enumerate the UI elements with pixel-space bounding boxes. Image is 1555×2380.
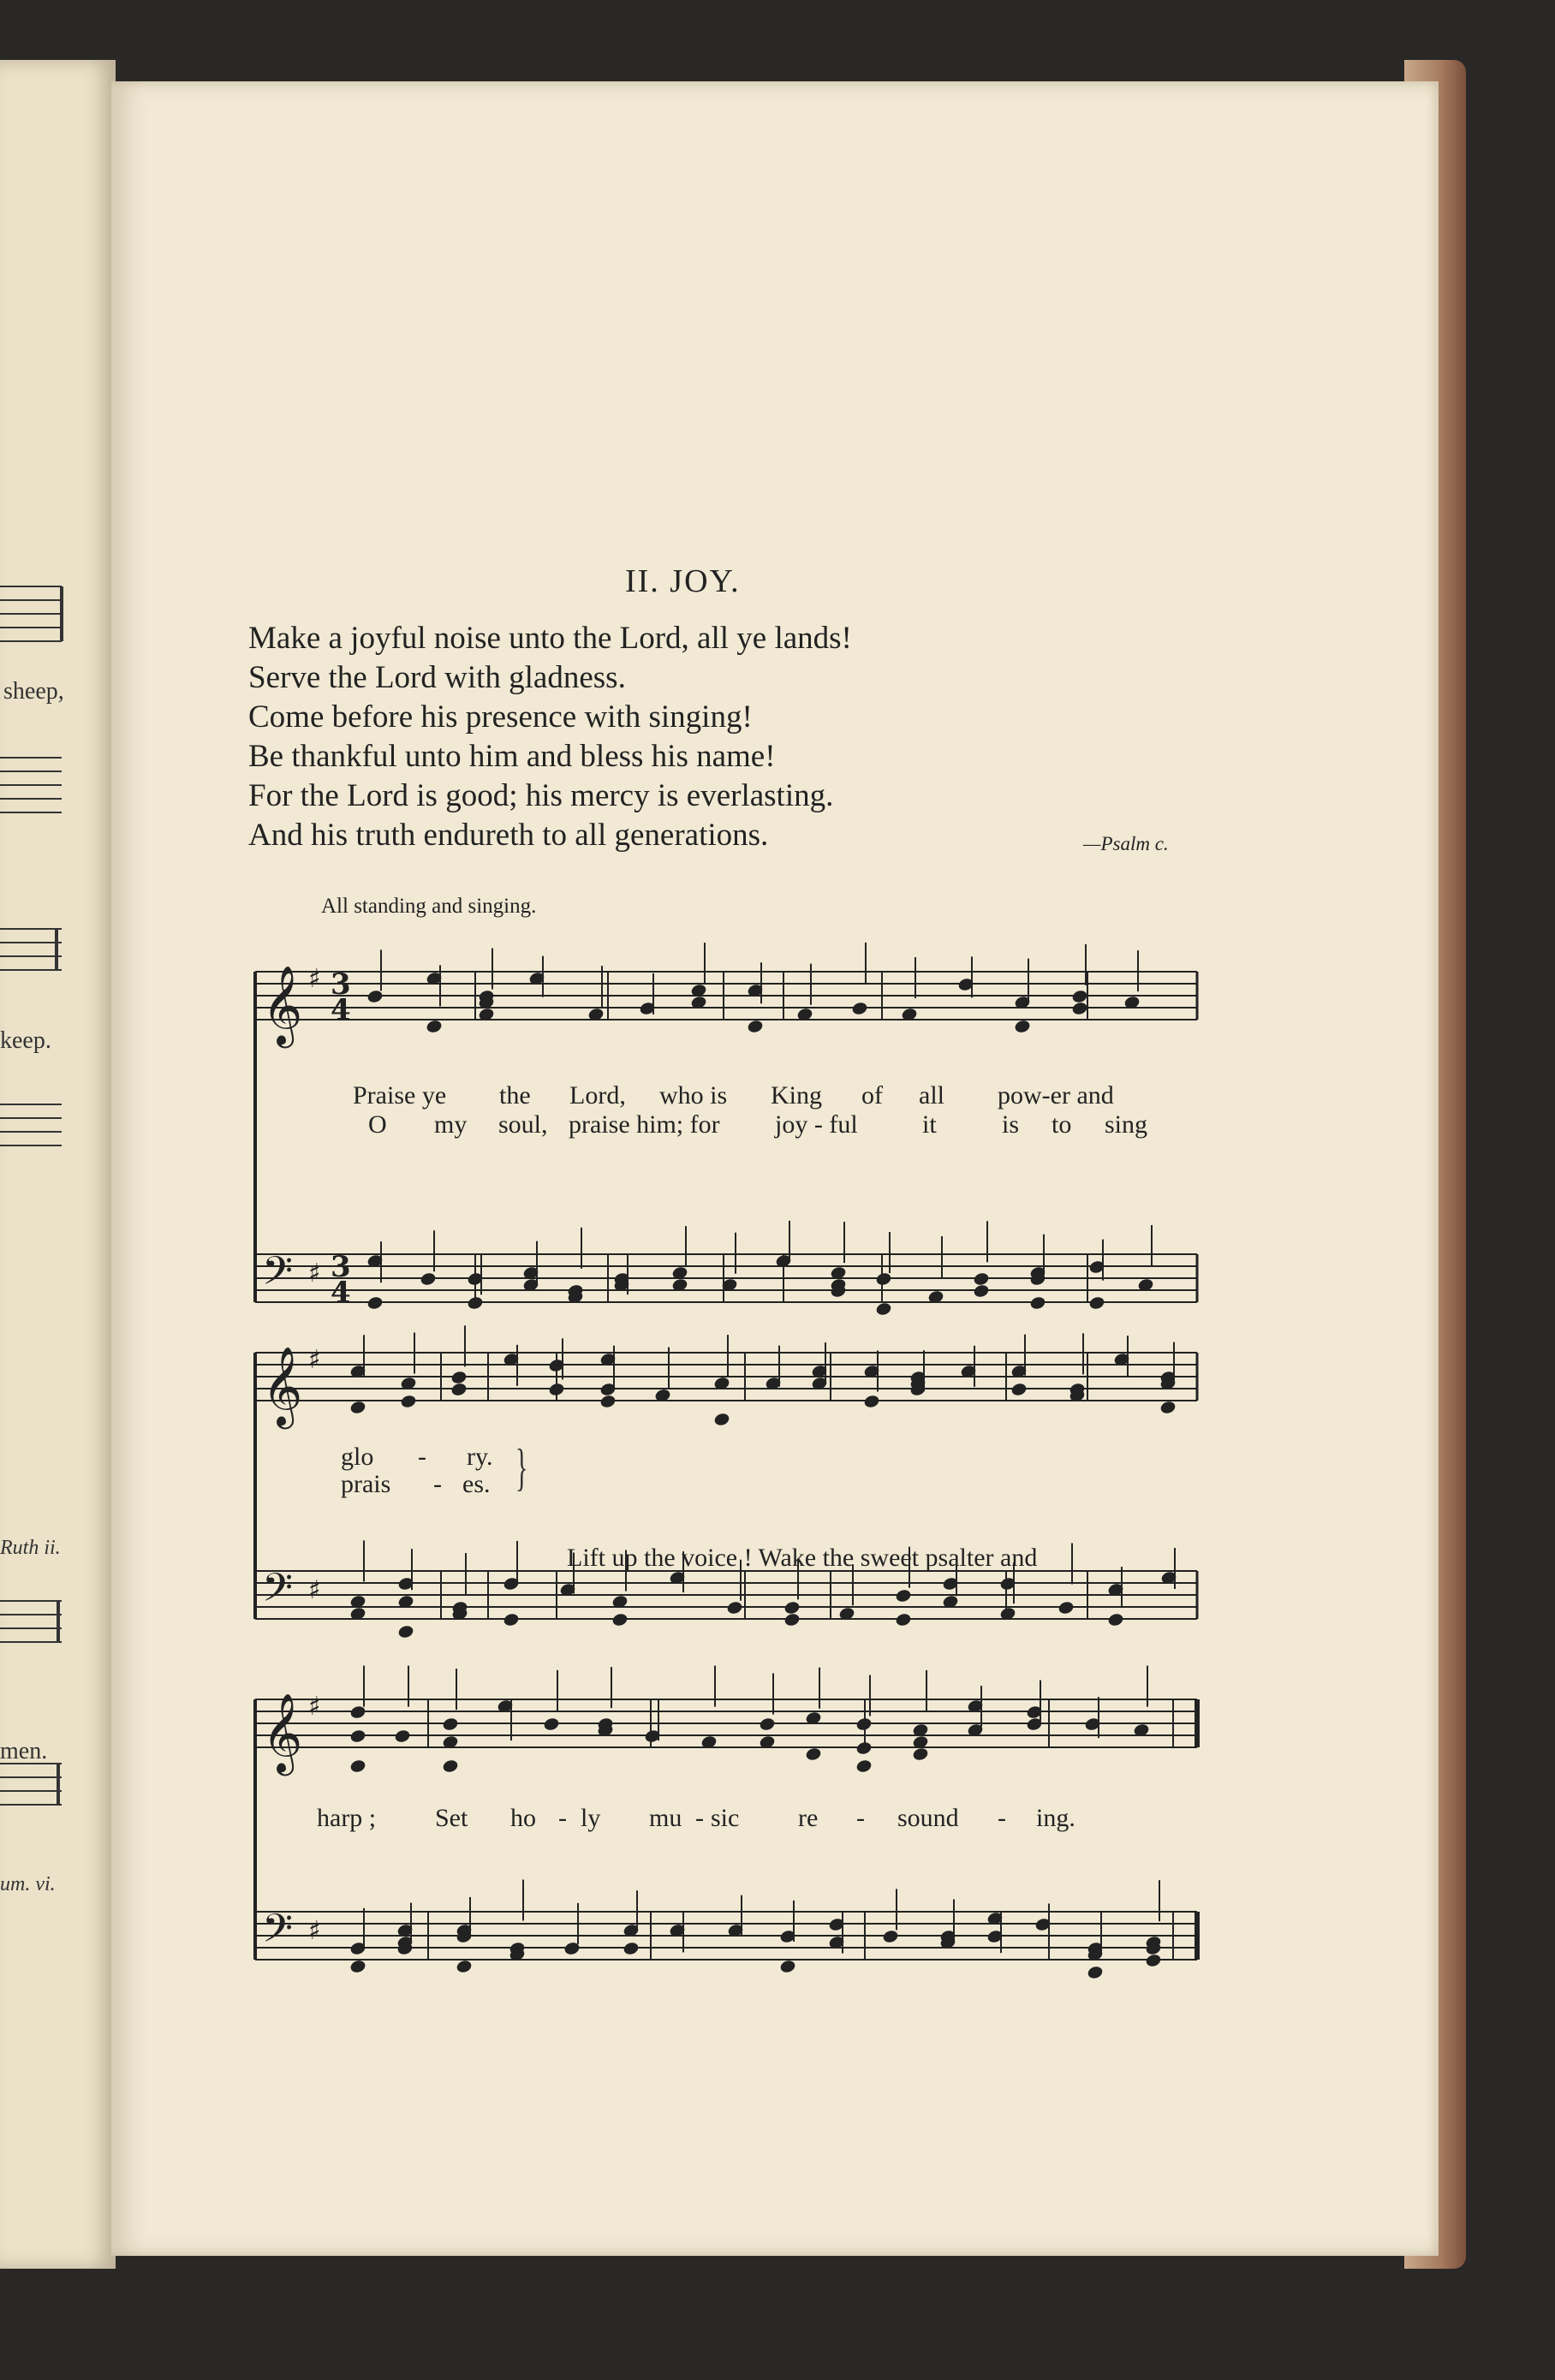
lyric: of bbox=[861, 1081, 883, 1110]
lyric: ing. bbox=[1036, 1804, 1075, 1832]
lyric: to bbox=[1052, 1110, 1072, 1139]
notehead bbox=[875, 1272, 891, 1287]
lyric: es. bbox=[462, 1470, 491, 1498]
lyric: all bbox=[919, 1081, 944, 1110]
notehead bbox=[623, 1942, 639, 1956]
left-page-edge bbox=[0, 60, 116, 2269]
notehead bbox=[442, 1759, 458, 1774]
notehead bbox=[543, 1717, 559, 1732]
notehead bbox=[855, 1741, 872, 1756]
notehead bbox=[426, 1020, 442, 1034]
lyric: mu bbox=[649, 1804, 682, 1832]
lyric: - bbox=[856, 1804, 865, 1832]
notehead bbox=[1087, 1966, 1103, 1980]
lyric: who is bbox=[659, 1081, 728, 1110]
notehead bbox=[420, 1272, 436, 1287]
notehead bbox=[467, 1296, 483, 1311]
bass-clef-icon: 𝄢 bbox=[262, 1565, 294, 1621]
notehead bbox=[442, 1717, 458, 1732]
notehead bbox=[1107, 1613, 1123, 1627]
notehead bbox=[855, 1759, 872, 1774]
refrain-lyric: Lift up the voice ! Wake the sweet psalter and bbox=[567, 1544, 1038, 1572]
treble-clef-icon: 𝄞 bbox=[262, 1693, 303, 1772]
lyric: it bbox=[922, 1110, 937, 1139]
treble-clef-icon: 𝄞 bbox=[262, 1346, 303, 1425]
notehead bbox=[349, 1729, 366, 1744]
hymnal-page bbox=[111, 81, 1439, 2256]
verse-line: And his truth endureth to all generations. bbox=[248, 818, 769, 853]
notehead bbox=[456, 1960, 472, 1974]
notehead bbox=[805, 1747, 821, 1762]
verse-line: Come before his presence with singing! bbox=[248, 699, 753, 735]
lyric: pow-er and bbox=[998, 1081, 1114, 1110]
page-title: II. JOY. bbox=[625, 563, 741, 599]
lyric: harp ; bbox=[317, 1804, 377, 1832]
verse-line: Be thankful unto him and bless his name! bbox=[248, 739, 776, 774]
notehead bbox=[912, 1747, 928, 1762]
lyric: - bbox=[418, 1443, 426, 1471]
sharp-icon: ♯ bbox=[308, 1258, 321, 1288]
lyric: is bbox=[1002, 1110, 1020, 1139]
notehead bbox=[400, 1395, 416, 1409]
notehead bbox=[450, 1371, 467, 1385]
notehead bbox=[349, 1705, 366, 1720]
notehead bbox=[397, 1625, 414, 1639]
left-fragment-text: um. vi. bbox=[0, 1873, 56, 1895]
notehead bbox=[349, 1401, 366, 1415]
lyric: sic bbox=[711, 1804, 740, 1832]
notehead bbox=[1014, 1020, 1030, 1034]
time-signature-bottom: 4 bbox=[331, 993, 351, 1027]
sharp-icon: ♯ bbox=[308, 1575, 321, 1605]
lyric: the bbox=[499, 1081, 531, 1110]
music-score bbox=[111, 81, 1439, 2256]
notehead bbox=[394, 1729, 410, 1744]
sharp-icon: ♯ bbox=[308, 964, 321, 994]
lyric: - bbox=[998, 1804, 1006, 1832]
notehead bbox=[599, 1395, 616, 1409]
notehead bbox=[855, 1717, 872, 1732]
notehead bbox=[611, 1613, 628, 1627]
notehead bbox=[1145, 1954, 1161, 1968]
notehead bbox=[779, 1960, 795, 1974]
lyric: King bbox=[771, 1081, 822, 1110]
verse-line: Make a joyful noise unto the Lord, all ye lands! bbox=[248, 621, 852, 656]
lyric: soul, bbox=[498, 1110, 548, 1139]
notehead bbox=[759, 1717, 775, 1732]
notehead bbox=[1058, 1601, 1074, 1615]
lyric: glo bbox=[341, 1443, 374, 1471]
notehead bbox=[1159, 1401, 1176, 1415]
treble-clef-icon: 𝄞 bbox=[262, 965, 303, 1044]
notehead bbox=[783, 1601, 800, 1615]
notehead bbox=[726, 1601, 742, 1615]
lyric: O bbox=[368, 1110, 387, 1139]
left-fragment-text: sheep, bbox=[3, 678, 64, 705]
left-fragment-text: Ruth ii. bbox=[0, 1537, 61, 1559]
bass-clef-icon: 𝄢 bbox=[262, 1248, 294, 1304]
notehead bbox=[349, 1759, 366, 1774]
left-fragment-text: keep. bbox=[0, 1027, 51, 1054]
left-page-staff-fragments bbox=[0, 60, 116, 2269]
lyric: prais bbox=[341, 1470, 391, 1498]
notehead bbox=[863, 1395, 879, 1409]
notehead bbox=[747, 1020, 763, 1034]
sharp-icon: ♯ bbox=[308, 1345, 321, 1375]
notehead bbox=[1029, 1296, 1046, 1311]
bass-clef-icon: 𝄢 bbox=[262, 1906, 294, 1961]
time-signature-bottom: 4 bbox=[331, 1276, 351, 1310]
notehead bbox=[1010, 1383, 1027, 1397]
lyric: joy - ful bbox=[775, 1110, 858, 1139]
lyric: sound bbox=[897, 1804, 959, 1832]
lyric-brace: } bbox=[515, 1439, 528, 1496]
notehead bbox=[895, 1613, 911, 1627]
lyric: Lord, bbox=[569, 1081, 626, 1110]
lyric: Praise ye bbox=[353, 1081, 447, 1110]
notehead bbox=[503, 1613, 519, 1627]
lyric: ry. bbox=[467, 1443, 493, 1471]
lyric: ho bbox=[510, 1804, 536, 1832]
notehead bbox=[882, 1930, 898, 1944]
lyric: - bbox=[558, 1804, 567, 1832]
verse-line: Serve the Lord with gladness. bbox=[248, 660, 626, 695]
notehead bbox=[1071, 1002, 1087, 1016]
time-signature-top: 3 bbox=[331, 967, 351, 1002]
notehead bbox=[973, 1284, 989, 1299]
notehead bbox=[1088, 1296, 1105, 1311]
notehead bbox=[973, 1272, 989, 1287]
lyric: re bbox=[798, 1804, 819, 1832]
time-signature-top: 3 bbox=[331, 1250, 351, 1284]
performance-instruction: All standing and singing. bbox=[321, 895, 537, 918]
notehead bbox=[713, 1413, 730, 1427]
sharp-icon: ♯ bbox=[308, 1692, 321, 1722]
lyric: praise him; for bbox=[569, 1110, 720, 1139]
lyric: ly bbox=[581, 1804, 601, 1832]
left-fragment-text: men. bbox=[0, 1738, 48, 1764]
notehead bbox=[366, 990, 383, 1004]
verse-line: For the Lord is good; his mercy is everlasting. bbox=[248, 778, 834, 813]
sharp-icon: ♯ bbox=[308, 1916, 321, 1946]
notehead bbox=[349, 1960, 366, 1974]
lyric: Set bbox=[435, 1804, 468, 1832]
notehead bbox=[851, 1002, 867, 1016]
lyric: my bbox=[434, 1110, 468, 1139]
notehead bbox=[875, 1302, 891, 1317]
lyric: - bbox=[695, 1804, 704, 1832]
notehead bbox=[783, 1613, 800, 1627]
notehead bbox=[895, 1589, 911, 1604]
attribution: —Psalm c. bbox=[1083, 833, 1169, 854]
lyric: sing bbox=[1105, 1110, 1148, 1139]
notehead bbox=[450, 1383, 467, 1397]
notehead bbox=[1071, 990, 1087, 1004]
notehead bbox=[548, 1383, 564, 1397]
notehead bbox=[366, 1296, 383, 1311]
lyric: - bbox=[433, 1470, 442, 1498]
